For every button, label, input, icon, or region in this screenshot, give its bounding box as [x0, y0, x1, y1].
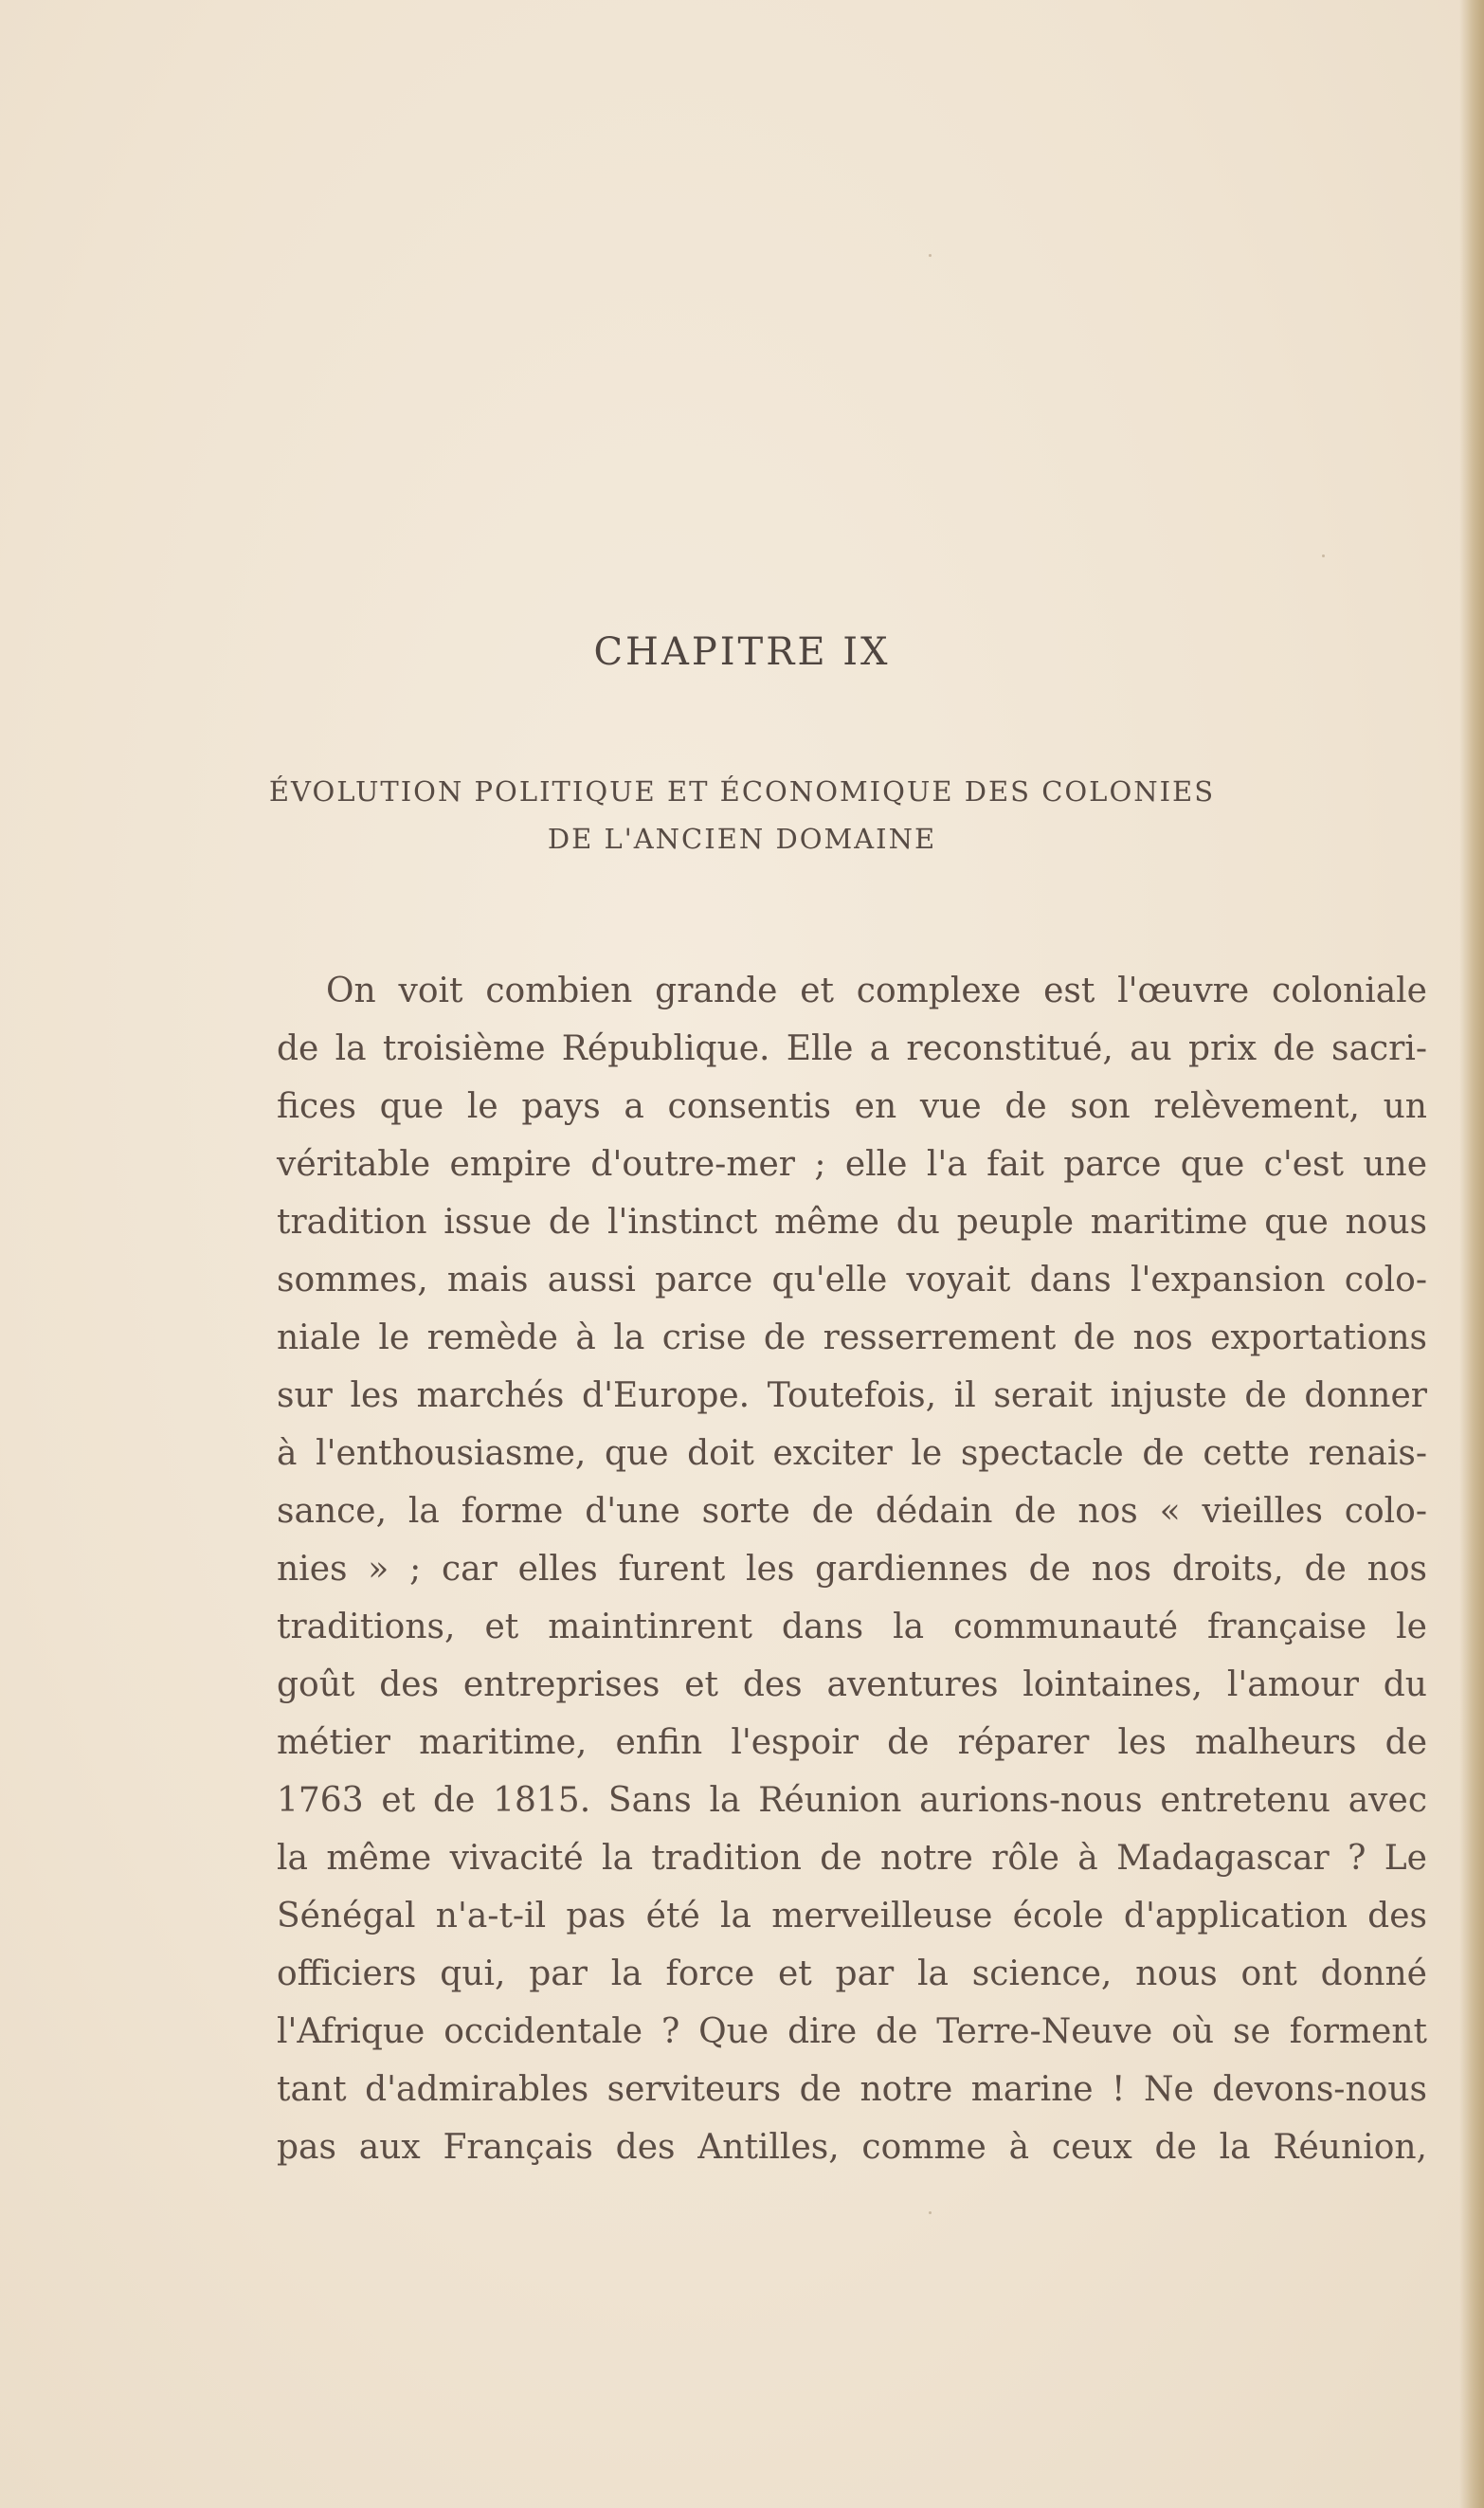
text-line: officiers qui, par la force et par la science, nous ont donné — [277, 1954, 1427, 1993]
text-line: sommes, mais aussi parce qu'elle voyait dans l'expansion colo- — [277, 1261, 1427, 1299]
body-paragraph — [277, 962, 1427, 2176]
text-line: fices que le pays a consentis en vue de son relèvement, un — [277, 1087, 1427, 1126]
text-line: tant d'admirables serviteurs de notre marine ! Ne devons-nous — [277, 2070, 1427, 2109]
text-line: l'Afrique occidentale ? Que dire de Terre-Neuve où se forment — [277, 2012, 1427, 2051]
chapter-title: CHAPITRE IX — [593, 630, 891, 674]
text-line: métier maritime, enfin l'espoir de réparer les malheurs de — [277, 1723, 1427, 1762]
text-line: nies » ; car elles furent les gardiennes de nos droits, de nos — [277, 1550, 1427, 1589]
text-line: sur les marchés d'Europe. Toutefois, il serait injuste de donner — [277, 1376, 1427, 1415]
text-line: On voit combien grande et complexe est l'œuvre coloniale — [326, 972, 1427, 1010]
paper-speck — [1322, 554, 1325, 557]
text-line: goût des entreprises et des aventures lointaines, l'amour du — [277, 1665, 1427, 1704]
text-line: à l'enthousiasme, que doit exciter le spectacle de cette renais- — [277, 1434, 1427, 1473]
text-line: sance, la forme d'une sorte de dédain de nos « vieilles colo- — [277, 1492, 1427, 1531]
text-line: traditions, et maintinrent dans la communauté française le — [277, 1608, 1427, 1646]
chapter-subtitle-line-2: DE L'ANCIEN DOMAINE — [547, 823, 937, 855]
text-line: Sénégal n'a-t-il pas été la merveilleuse école d'application des — [277, 1897, 1427, 1936]
text-line: de la troisième République. Elle a reconstitué, au prix de sacri- — [277, 1029, 1427, 1068]
text-line: niale le remède à la crise de resserrement de nos exportations — [277, 1318, 1427, 1357]
text-line: pas aux Français des Antilles, comme à ceux de la Réunion, — [277, 2128, 1427, 2167]
text-line: véritable empire d'outre-mer ; elle l'a fait parce que c'est une — [277, 1145, 1427, 1184]
page-edge-shadow — [1459, 0, 1484, 2508]
text-line: tradition issue de l'instinct même du peuple maritime que nous — [277, 1203, 1427, 1242]
paper-speck — [929, 2211, 932, 2214]
text-line: la même vivacité la tradition de notre rôle à Madagascar ? Le — [277, 1839, 1427, 1878]
paper-speck — [929, 254, 932, 257]
chapter-subtitle-line-1: ÉVOLUTION POLITIQUE ET ÉCONOMIQUE DES COLONIES — [268, 775, 1216, 808]
text-line: 1763 et de 1815. Sans la Réunion aurions-nous entretenu avec — [277, 1781, 1427, 1820]
